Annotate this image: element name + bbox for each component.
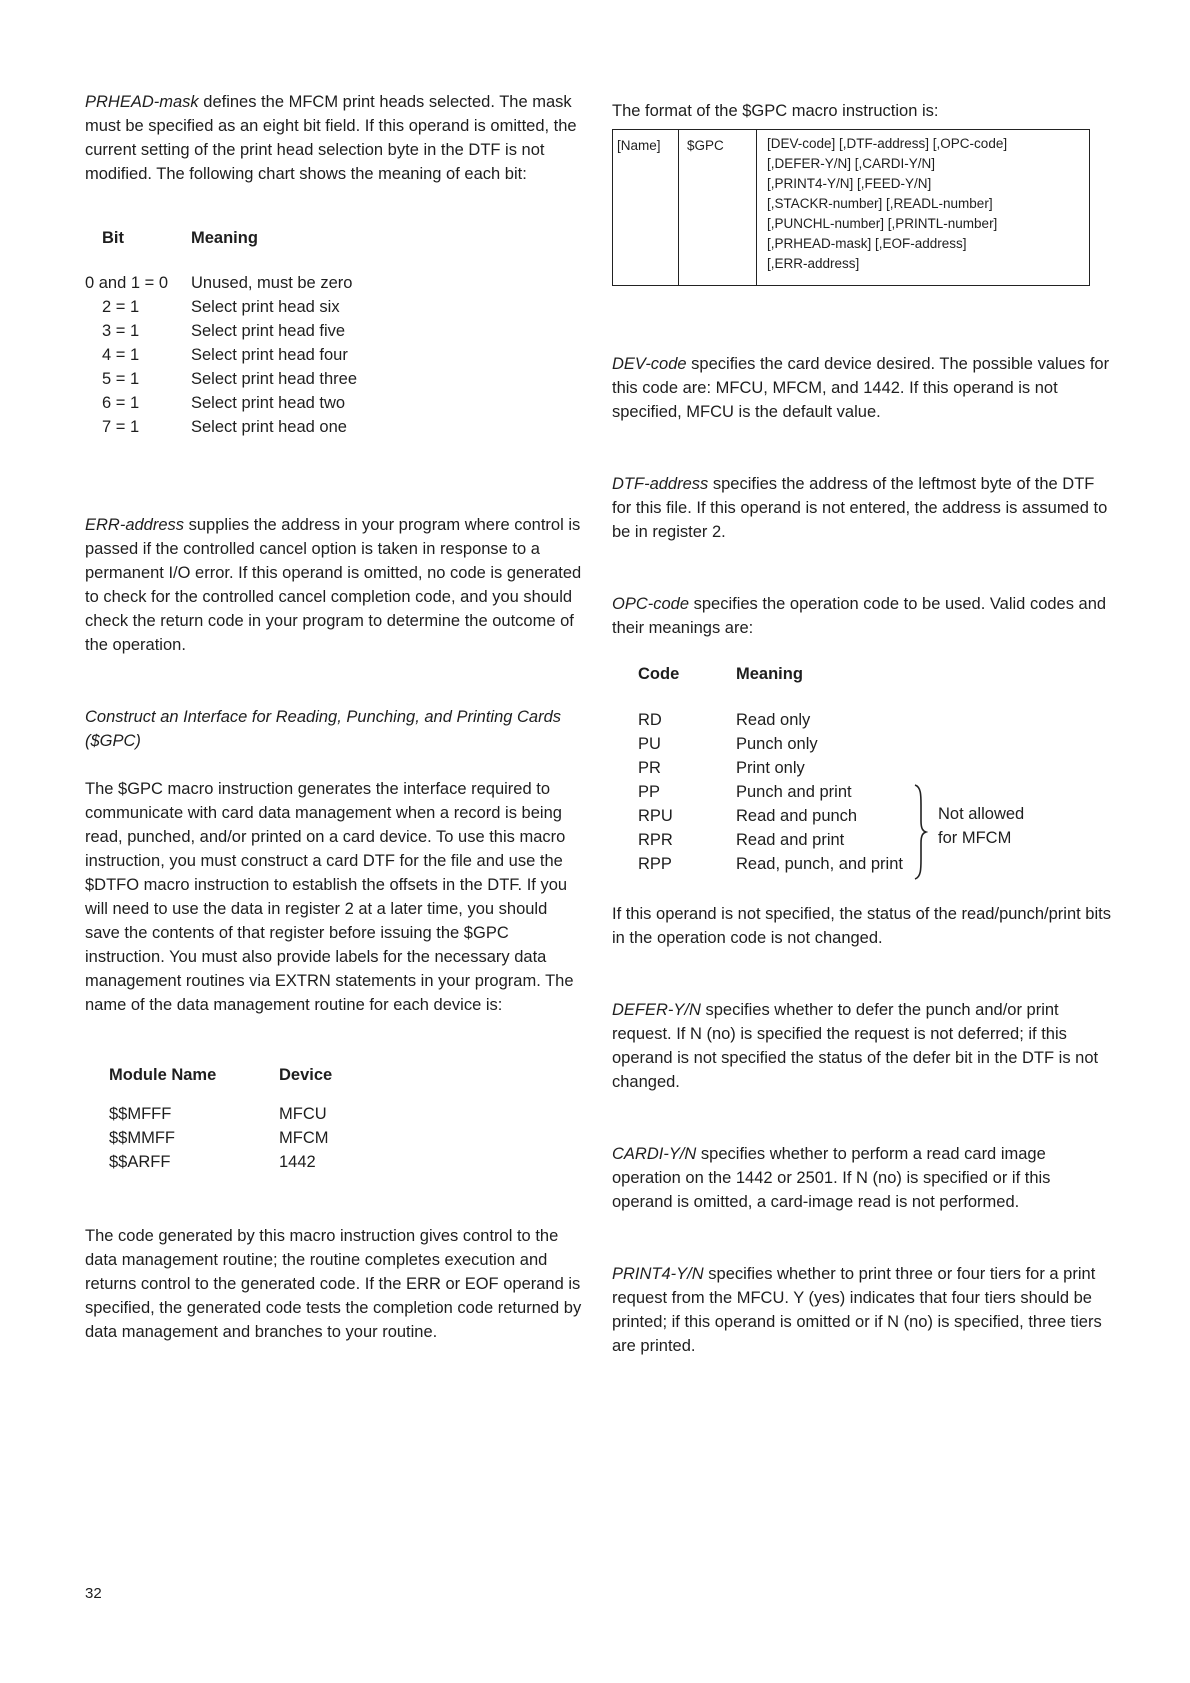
code-col-header: Code — [638, 665, 680, 683]
bit-meaning: Select print head two — [191, 394, 346, 412]
code-value: PR — [638, 759, 661, 777]
cardi-term: CARDI-Y/N — [612, 1145, 697, 1163]
code-note-line2: for MFCM — [938, 829, 1012, 847]
module-name: $$MFFF — [109, 1105, 172, 1123]
section-title: Construct an Interface for Reading, Punching, and Printing Cards ($GPC) — [85, 708, 562, 750]
format-operands-cell — [757, 130, 1089, 285]
code-value: PP — [638, 783, 661, 801]
err-paragraph — [85, 513, 585, 657]
dtf-text: specifies the address of the leftmost byte of the DTF for this file. If this operand is not entered, the address is assumed to be in register 2. — [612, 475, 1108, 541]
bit-value: 3 = 1 — [102, 322, 140, 340]
module-device: MFCM — [279, 1129, 329, 1147]
format-box — [612, 129, 1090, 286]
operand-line: [,PRINT4-Y/N] [,FEED-Y/N] — [767, 176, 932, 191]
opc-text: specifies the operation code to be used. Valid codes and their meanings are: — [612, 595, 1107, 637]
bit-value: 6 = 1 — [102, 394, 140, 412]
print4-text: specifies whether to print three or four tiers for a print request from the MFCU. Y (yes) indicates that four tiers should be printed; if this operand is omitted or if N (no) is specified, three tiers are printed. — [612, 1265, 1102, 1355]
opc-note-paragraph: If this operand is not specified, the status of the read/punch/print bits in the operation code is not changed. — [612, 905, 1111, 947]
bit-value: 5 = 1 — [102, 370, 140, 388]
right-brace-icon — [912, 783, 928, 881]
bit-meaning: Select print head one — [191, 418, 347, 436]
defer-term: DEFER-Y/N — [612, 1001, 701, 1019]
prhead-paragraph — [85, 90, 585, 186]
gpc-intro-paragraph: The $GPC macro instruction generates the interface required to communicate with card data management when a record is being read, punched, and/or printed on a card device. To use this macro instruction, you must construct a card DTF for the file and use the $DTFO macro instruction to establish the offsets in the DTF. If you will need to use the data in register 2 at a later time, you should save the contents of that register before issuing the $GPC instruction. You must also provide labels for the necessary data management routines via EXTRN statements in your program. The name of the data management routine for each device is: — [85, 780, 574, 1014]
module-name-col-header: Module Name — [109, 1066, 217, 1084]
module-device: MFCU — [279, 1105, 327, 1123]
code-meaning: Read only — [736, 711, 811, 729]
device-col-header: Device — [279, 1066, 333, 1084]
code-meaning: Read and print — [736, 831, 845, 849]
format-op-cell: $GPC — [679, 130, 757, 285]
bit-col-header: Bit — [102, 229, 124, 247]
bit-value: 7 = 1 — [102, 418, 140, 436]
module-device: 1442 — [279, 1153, 316, 1171]
bit-value: 0 and 1 = 0 — [85, 274, 169, 292]
format-name-cell: [Name] — [613, 130, 679, 285]
operand-line: [,ERR-address] — [767, 256, 860, 271]
opc-code-paragraph — [612, 592, 1112, 640]
module-name: $$MMFF — [109, 1129, 175, 1147]
bit-meaning: Select print head six — [191, 298, 340, 316]
bit-value: 4 = 1 — [102, 346, 140, 364]
meaning-col-header: Meaning — [191, 229, 258, 247]
dev-text: specifies the card device desired. The possible values for this code are: MFCU, MFCM, and 1442. If this operand is not specified, MFCU is the default value. — [612, 355, 1110, 421]
code-value: PU — [638, 735, 661, 753]
code-value: RPP — [638, 855, 672, 873]
print4-term: PRINT4-Y/N — [612, 1265, 704, 1283]
bit-meaning: Select print head three — [191, 370, 358, 388]
operand-line: [DEV-code] [,DTF-address] [,OPC-code] — [767, 136, 1008, 151]
prhead-text: defines the MFCM print heads selected. The mask must be specified as an eight bit field. If this operand is omitted, the current setting of the print head selection byte in the DTF is not modified. The following chart shows the meaning of each bit: — [85, 93, 577, 183]
code-meaning-col-header: Meaning — [736, 665, 803, 683]
bit-meaning: Select print head four — [191, 346, 348, 364]
module-name: $$ARFF — [109, 1153, 171, 1171]
prhead-term: PRHEAD-mask — [85, 93, 199, 111]
cardi-paragraph — [612, 1142, 1112, 1214]
code-note-line1: Not allowed — [938, 805, 1025, 823]
operand-line: [,DEFER-Y/N] [,CARDI-Y/N] — [767, 156, 936, 171]
generated-code-paragraph: The code generated by this macro instruction gives control to the data management routine; the routine completes execution and returns control to the generated code. If the ERR or EOF operand is specified, the generated code tests the completion code returned by data management and branches to your routine. — [85, 1227, 582, 1341]
dev-term: DEV-code — [612, 355, 687, 373]
err-text: supplies the address in your program where control is passed if the controlled cancel option is taken in response to a permanent I/O error. If this operand is omitted, no code is generated to check for the controlled cancel completion code, and you should check the return code in your program to determine the outcome of the operation. — [85, 516, 582, 654]
err-term: ERR-address — [85, 516, 185, 534]
dtf-term: DTF-address — [612, 475, 709, 493]
print4-paragraph — [612, 1262, 1112, 1358]
operand-line: [,PRHEAD-mask] [,EOF-address] — [767, 236, 967, 251]
code-meaning: Read and punch — [736, 807, 858, 825]
opc-term: OPC-code — [612, 595, 690, 613]
defer-text: specifies whether to defer the punch and/or print request. If N (no) is specified the request is not deferred; if this operand is not specified the status of the defer bit in the DTF is not changed. — [612, 1001, 1099, 1091]
dtf-address-paragraph — [612, 472, 1112, 544]
code-meaning: Punch and print — [736, 783, 852, 801]
code-value: RPR — [638, 831, 673, 849]
code-meaning: Print only — [736, 759, 805, 777]
code-meaning: Punch only — [736, 735, 818, 753]
operand-line: [,STACKR-number] [,READL-number] — [767, 196, 993, 211]
dev-code-paragraph — [612, 352, 1112, 424]
code-value: RD — [638, 711, 662, 729]
cardi-text: specifies whether to perform a read card image operation on the 1442 or 2501. If N (no) is specified or if this operand is omitted, a card-image read is not performed. — [612, 1145, 1051, 1211]
code-meaning: Read, punch, and print — [736, 855, 903, 873]
bit-value: 2 = 1 — [102, 298, 140, 316]
operand-line: [,PUNCHL-number] [,PRINTL-number] — [767, 216, 998, 231]
code-value: RPU — [638, 807, 673, 825]
bit-meaning: Select print head five — [191, 322, 346, 340]
defer-paragraph — [612, 998, 1112, 1094]
format-intro: The format of the $GPC macro instruction is: — [612, 102, 939, 120]
page-number: 32 — [85, 1585, 102, 1602]
bit-meaning: Unused, must be zero — [191, 274, 353, 292]
